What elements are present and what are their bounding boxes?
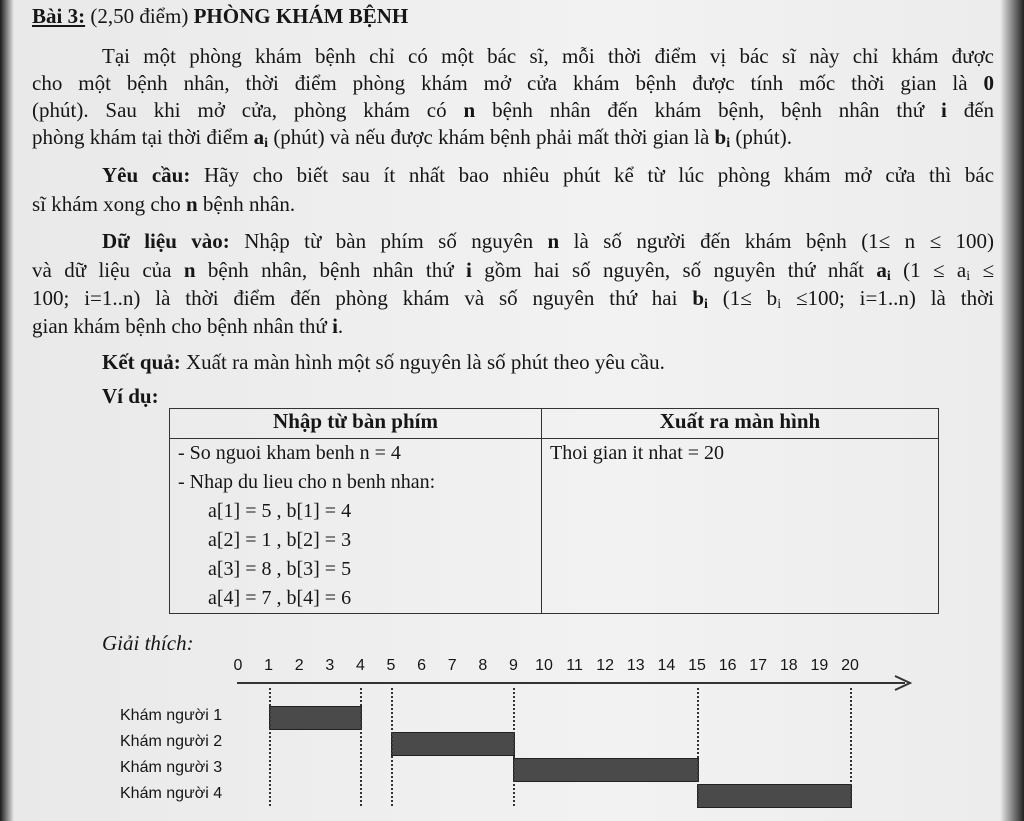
timeline-guide-line (697, 688, 699, 806)
exercise-points: (2,50 điểm) (90, 4, 189, 28)
timeline-guide-line (391, 688, 393, 806)
timeline-tick-label: 16 (718, 657, 737, 674)
requirement-line2: sĩ khám xong cho n bệnh nhân. (32, 192, 296, 216)
timeline-row-label: Khám người 3 (120, 759, 223, 776)
timeline-guide-line (850, 688, 852, 806)
exercise-number: Bài 3: (32, 4, 86, 28)
timeline-guide-line (360, 688, 362, 806)
timeline-guide-line (513, 688, 515, 806)
timeline-tick-label: 12 (596, 657, 615, 674)
table-header-output: Xuất ra màn hình (542, 409, 939, 439)
para1-line2: cho một bệnh nhân, thời điểm phòng khám mở cửa khám bệnh được tính mốc thời gian là 0 (32, 71, 994, 95)
table-cell-output: Thoi gian it nhat = 20 (542, 439, 939, 614)
para1-line1: Tại một phòng khám bệnh chỉ có một bác sĩ, mỗi thời điểm vị bác sĩ này chỉ khám được (102, 44, 994, 68)
input-line-prompt: - Nhap du lieu cho n benh nhan: (178, 471, 436, 493)
example-label: Ví dụ: (102, 384, 159, 408)
timeline-bar (697, 784, 852, 808)
timeline-bar (513, 758, 699, 782)
timeline-tick-label: 19 (810, 657, 829, 674)
timeline-tick-label: 17 (749, 657, 768, 674)
timeline-tick-label: 13 (626, 657, 645, 674)
timeline-tick-label: 4 (355, 657, 365, 674)
timeline-tick-label: 0 (233, 657, 243, 674)
timeline-tick-label: 7 (447, 657, 457, 674)
input-pair: a[3] = 8 , b[3] = 5 (208, 558, 352, 580)
input-line3: 100; i=1..n) là thời điểm đến phòng khám và số nguyên thứ hai $b_i$ ($1\le b_i \le 100$; i=1..n) là thời (32, 286, 995, 312)
input-pair: a[4] = 7 , b[4] = 6 (208, 587, 352, 609)
timeline-tick-label: 9 (508, 657, 518, 674)
input-line-count: - So nguoi kham benh n = 4 (178, 442, 401, 464)
timeline-tick-label: 3 (325, 657, 335, 674)
timeline-tick-label: 6 (417, 657, 427, 674)
input-pair: a[2] = 1 , b[2] = 3 (208, 529, 352, 551)
timeline-guide-line (269, 688, 271, 806)
timeline-tick-label: 10 (535, 657, 553, 674)
timeline-tick-label: 11 (566, 657, 583, 674)
para1-line4: phòng khám tại thời điểm $a_i$ (phút) và nếu được khám bệnh phải mất thời gian là $b_i$ (phút). (32, 125, 792, 151)
timeline-bar (391, 732, 515, 756)
requirement-line1: Yêu cầu: Hãy cho biết sau ít nhất bao nhiêu phút kể từ lúc phòng khám mở cửa thì bác (102, 163, 995, 187)
timeline-tick-label: 14 (657, 657, 676, 674)
output-line: Kết quả: Xuất ra màn hình một số nguyên là số phút theo yêu cầu. (102, 350, 665, 374)
input-line4: gian khám bệnh cho bệnh nhân thứ i. (32, 314, 344, 338)
timeline-row-label: Khám người 1 (120, 707, 223, 724)
timeline-tick-label: 15 (688, 657, 706, 674)
timeline-row-label: Khám người 4 (120, 785, 223, 802)
timeline-tick-label: 20 (841, 657, 859, 674)
input-line1: Dữ liệu vào: Nhập từ bàn phím số nguyên n là số người đến khám bệnh (1≤ n ≤ 100) (102, 229, 995, 253)
input-pair: a[1] = 5 , b[1] = 4 (208, 500, 352, 522)
timeline-tick-label: 1 (264, 657, 274, 674)
para1-line3: (phút). Sau khi mở cửa, phòng khám có n bệnh nhân đến khám bệnh, bệnh nhân thứ i đến (32, 98, 995, 122)
timeline-tick-label: 18 (779, 657, 798, 674)
timeline-tick-label: 2 (294, 657, 304, 674)
explanation-label: Giải thích: (102, 631, 194, 655)
exercise-name: PHÒNG KHÁM BỆNH (193, 4, 409, 28)
table-header-input: Nhập từ bàn phím (170, 409, 542, 439)
timeline-tick-label: 8 (478, 657, 488, 674)
timeline-row-label: Khám người 2 (120, 733, 223, 750)
input-line2: và dữ liệu của n bệnh nhân, bệnh nhân thứ i gồm hai số nguyên, số nguyên thứ nhất $a_i$ ($1 \le a_i$ ≤ (32, 258, 994, 284)
timeline-bar (269, 706, 363, 730)
timeline-tick-label: 5 (386, 657, 396, 674)
